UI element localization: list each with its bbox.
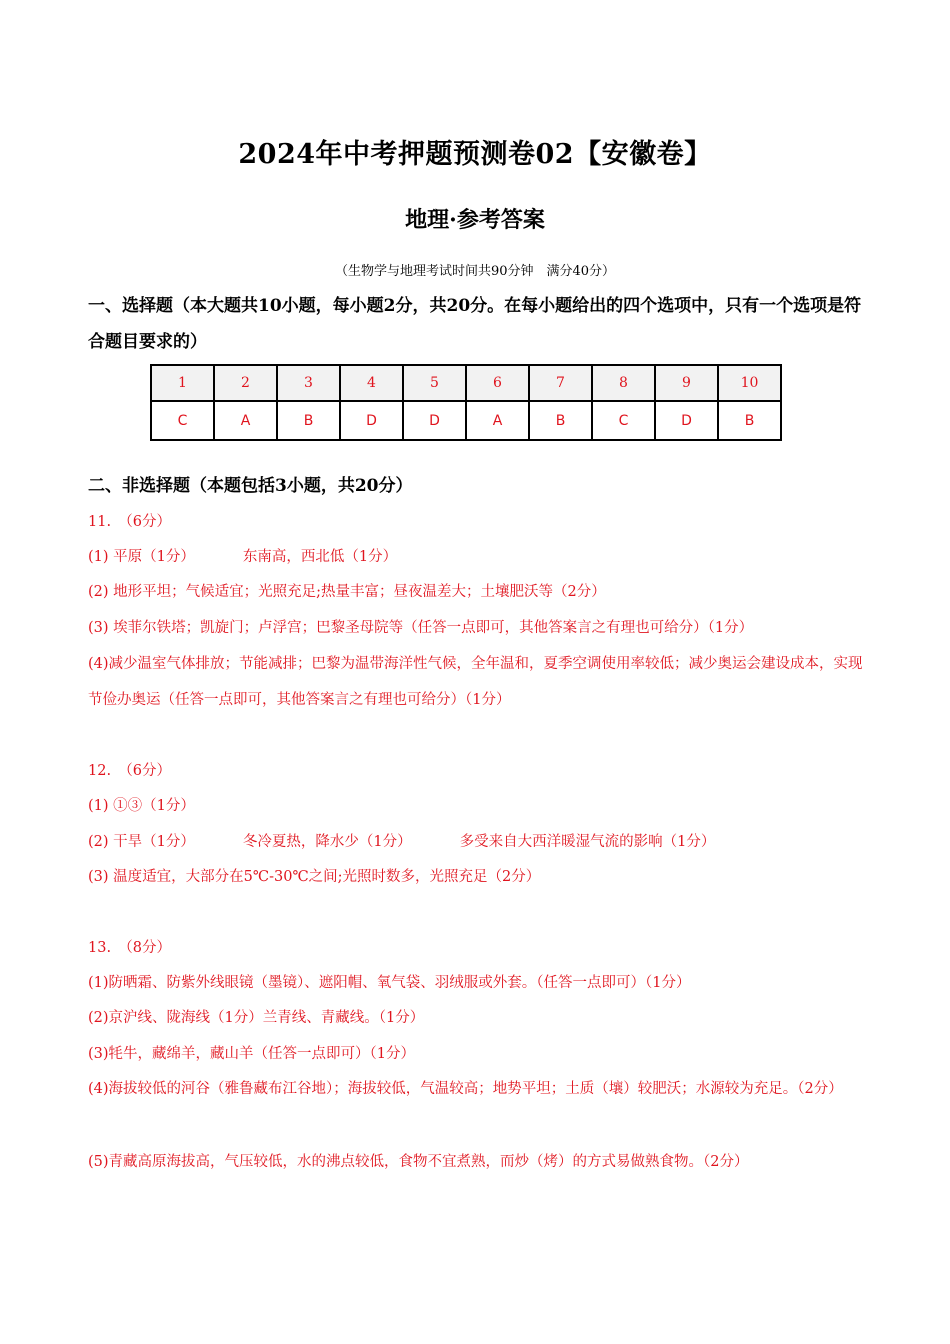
- q11-heading: 11. （6分）: [88, 514, 172, 530]
- answer-choice: A: [466, 401, 529, 440]
- q13-heading: 13. （8分）: [88, 940, 172, 956]
- question-number: 1: [151, 365, 214, 401]
- question-number: 3: [277, 365, 340, 401]
- q11-part4: (4)减少温室气体排放；节能减排；巴黎为温带海洋性气候，全年温和，夏季空调使用率较低；减少奥运会建设成本，实现节俭办奥运（任答一点即可，其他答案言之有理也可给分）（1分）: [88, 656, 863, 708]
- page-subtitle: 地理·参考答案: [405, 207, 545, 233]
- answer-choice: D: [340, 401, 403, 440]
- question-number: 8: [592, 365, 655, 401]
- answer-choice: C: [592, 401, 655, 440]
- question-number: 5: [403, 365, 466, 401]
- section-1-heading: 一、选择题（本大题共10小题，每小题2分，共20分。在每小题给出的四个选项中，只有一个选项是符合题目要求的）: [88, 296, 862, 352]
- answer-table: [150, 364, 782, 441]
- answer-choice: C: [151, 401, 214, 440]
- q12-part3: (3) 温度适宜，大部分在5℃-30℃之间;光照时数多，光照充足（2分）: [88, 869, 541, 885]
- q11-part1-answer-b: 东南高，西北低（1分）: [242, 549, 398, 565]
- answer-choice: B: [529, 401, 592, 440]
- q12-part2-answer-a: (2) 干旱（1分）: [88, 834, 195, 850]
- question-number: 4: [340, 365, 403, 401]
- q12-heading: 12. （6分）: [88, 763, 172, 779]
- question-number: 7: [529, 365, 592, 401]
- exam-meta: （生物学与地理考试时间共90分钟 满分40分）: [334, 264, 616, 279]
- q13-part3: (3)牦牛，藏绵羊，藏山羊（任答一点即可）（1分）: [88, 1046, 416, 1062]
- q12-part2-answer-c: 多受来自大西洋暖湿气流的影响（1分）: [459, 834, 716, 850]
- q13-part2: (2)京沪线、陇海线（1分）兰青线、青藏线。（1分）: [88, 1010, 425, 1026]
- answer-choice: D: [403, 401, 466, 440]
- question-number: 10: [718, 365, 781, 401]
- q11-part2: (2) 地形平坦；气候适宜；光照充足;热量丰富；昼夜温差大；土壤肥沃等（2分）: [88, 584, 606, 600]
- q12-part1: (1) ①③（1分）: [88, 798, 195, 814]
- answer-choice: D: [655, 401, 718, 440]
- q11-part3: (3) 埃菲尔铁塔；凯旋门；卢浮宫；巴黎圣母院等（任答一点即可，其他答案言之有理也可给分）（1分）: [88, 620, 754, 636]
- answer-table-numbers-row: [151, 365, 781, 401]
- question-number: 9: [655, 365, 718, 401]
- answer-table-choices-row: [151, 401, 781, 440]
- answer-choice: B: [718, 401, 781, 440]
- page-title: 2024年中考押题预测卷02【安徽卷】: [238, 139, 712, 170]
- answer-choice: A: [214, 401, 277, 440]
- section-2-heading: 二、非选择题（本题包括3小题，共20分）: [88, 476, 413, 496]
- q13-part4: (4)海拔较低的河谷（雅鲁藏布江谷地）；海拔较低，气温较高；地势平坦；土质（壤）较肥沃；水源较为充足。（2分）: [88, 1081, 843, 1097]
- question-number: 2: [214, 365, 277, 401]
- q13-part5: (5)青藏高原海拔高，气压较低，水的沸点较低，食物不宜煮熟，而炒（烤）的方式易做熟食物。（2分）: [88, 1154, 749, 1170]
- q12-part2: [88, 832, 868, 852]
- q13-part1: (1)防晒霜、防紫外线眼镜（墨镜）、遮阳帽、氧气袋、羽绒服或外套。（任答一点即可）（1分）: [88, 975, 691, 991]
- answer-choice: B: [277, 401, 340, 440]
- q12-part2-answer-b: 冬冷夏热，降水少（1分）: [242, 834, 412, 850]
- q11-part1: [88, 547, 868, 567]
- question-number: 6: [466, 365, 529, 401]
- q11-part1-answer-a: (1) 平原（1分）: [88, 549, 195, 565]
